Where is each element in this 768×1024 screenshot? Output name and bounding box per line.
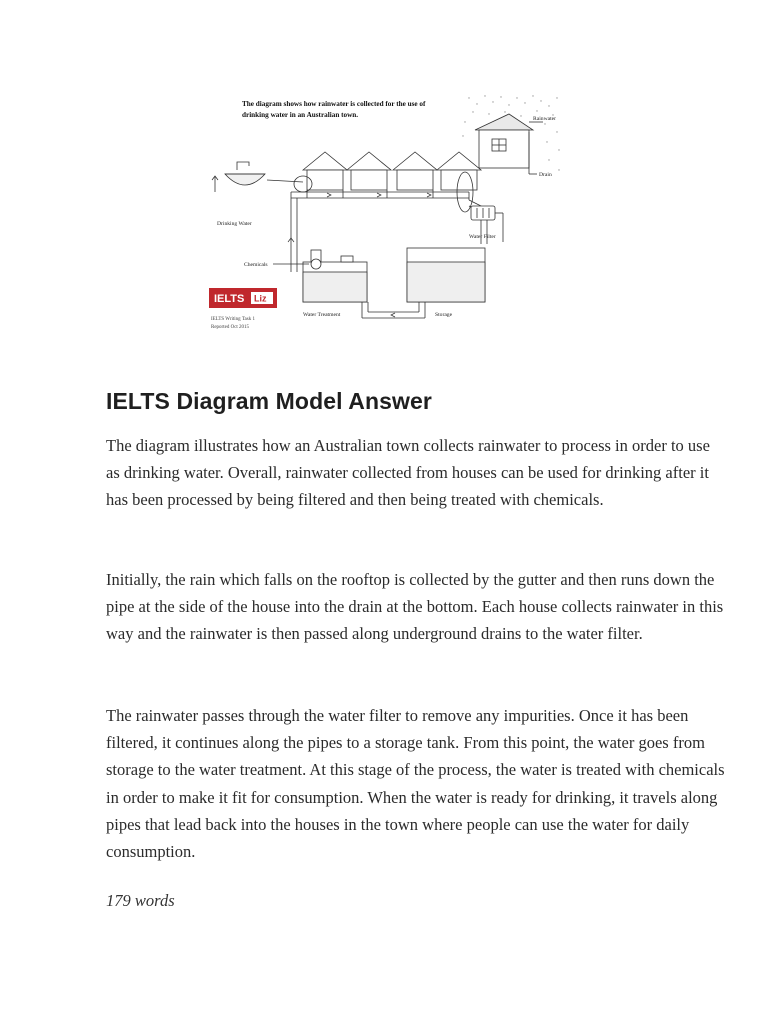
ielts-liz-logo — [209, 288, 277, 308]
storage-tank — [407, 248, 485, 302]
page-title: IELTS Diagram Model Answer — [106, 388, 432, 414]
word-count: 179 words — [106, 891, 175, 910]
label-water-filter: Water Filter — [469, 234, 496, 240]
diagram-title-line-1: The diagram shows how rainwater is collected for the use of — [242, 100, 426, 108]
label-rainwater: Rainwater — [533, 116, 556, 122]
diagram-title-line-2: drinking water in an Australian town. — [242, 111, 359, 119]
paragraph-overview: The diagram illustrates how an Australian town collects rainwater to process in order to use as drinking water. Overall, rainwater collected from houses can be used for drinking after it has been processed by being filtered and then being treated with chemicals. — [106, 436, 710, 510]
caption-line-1: IELTS Writing Task 1 — [211, 317, 255, 322]
rainwater-diagram — [207, 92, 565, 340]
paragraph-processing: The rainwater passes through the water filter to remove any impurities. Once it has been filtered, it continues along the pipes to a storage tank. From this point, the water goes from storage to the water treatment. At this stage of the process, the water is treated with chemicals in order to make it fit for consumption. When the water is ready for drinking, it travels along pipes that lead back into the houses in the town where people can use the water for daily consumption. — [106, 706, 725, 862]
logo-liz: Liz — [254, 293, 267, 304]
paragraph-collection: Initially, the rain which falls on the rooftop is collected by the gutter and then runs down the pipe at the side of the house into the drain at the bottom. Each house collects rainwater in this way and the rainwater is then passed along underground drains to the water filter. — [106, 570, 724, 644]
label-storage: Storage — [435, 312, 453, 318]
label-water-treatment: Water Treatment — [303, 312, 341, 318]
label-drain: Drain — [539, 172, 552, 178]
label-drinking-water: Drinking Water — [217, 221, 252, 227]
caption-line-2: Reported Oct 2015 — [211, 325, 250, 330]
diagram-svg — [207, 92, 565, 340]
label-chemicals: Chemicals — [244, 262, 268, 268]
logo-ielts: IELTS — [214, 293, 245, 305]
